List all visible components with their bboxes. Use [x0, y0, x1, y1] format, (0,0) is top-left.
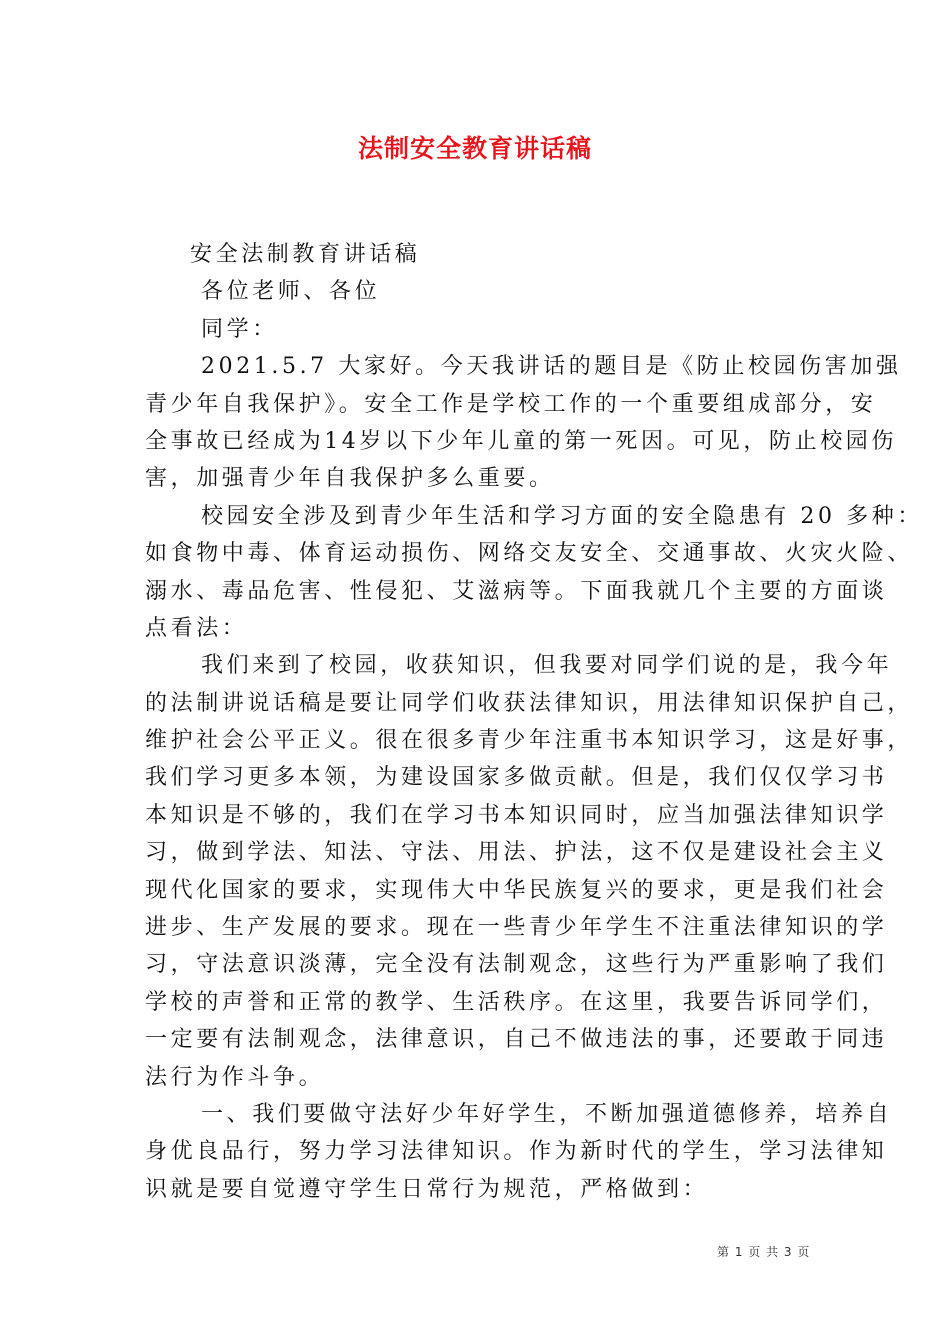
body-line: 2021.5.7 大家好。今天我讲话的题目是《防止校园伤害加强 — [201, 354, 902, 380]
body-line: 习，守法意识淡薄，完全没有法制观念，这些行为严重影响了我们 — [145, 952, 888, 978]
body-line: 点看法： — [145, 615, 248, 641]
body-line: 如食物中毒、体育运动损伤、网络交友安全、交通事故、火灾火险、 — [145, 541, 914, 567]
body-line: 本知识是不够的，我们在学习书本知识同时，应当加强法律知识学 — [145, 802, 888, 828]
body-line: 一定要有法制观念，法律意识，自己不做违法的事，还要敢于同违 — [145, 1027, 888, 1053]
body-line: 同学： — [201, 316, 278, 342]
body-line: 习，做到学法、知法、守法、用法、护法，这不仅是建设社会主义 — [145, 840, 888, 866]
body-line: 青少年自我保护》。安全工作是学校工作的一个重要组成部分，安 — [145, 391, 877, 417]
body-line: 现代化国家的要求，实现伟大中华民族复兴的要求，更是我们社会 — [145, 877, 888, 903]
body-line: 我们来到了校园，收获知识，但我要对同学们说的是，我今年 — [201, 653, 893, 679]
body-line: 进步、生产发展的要求。现在一些青少年学生不注重法律知识的学 — [145, 915, 888, 941]
body-line: 全事故已经成为14岁以下少年儿童的第一死因。可见，防止校园伤 — [145, 428, 897, 454]
body-line: 溺水、毒品危害、性侵犯、艾滋病等。下面我就几个主要的方面谈 — [145, 578, 888, 604]
body-line: 的法制讲说话稿是要让同学们收获法律知识，用法律知识保护自己， — [145, 690, 914, 716]
body-line: 学校的声誉和正常的教学、生活秩序。在这里，我要告诉同学们， — [145, 989, 888, 1015]
page-indicator: 第 1 页 共 3 页 — [717, 1245, 811, 1259]
document-body — [145, 236, 923, 1208]
body-line: 安全法制教育讲话稿 — [190, 242, 421, 267]
body-line: 各位老师、各位 — [201, 279, 381, 305]
body-line: 我们学习更多本领，为建设国家多做贡献。但是，我们仅仅学习书 — [145, 765, 888, 791]
body-line: 一、我们要做守法好少年好学生，不断加强道德修养，培养自 — [201, 1101, 893, 1127]
document-title: 法制安全教育讲话稿 — [357, 134, 592, 163]
body-line: 法行为作斗争。 — [145, 1064, 325, 1090]
body-line: 身优良品行，努力学习法律知识。作为新时代的学生，学习法律知 — [145, 1139, 888, 1165]
body-line: 害，加强青少年自我保护多么重要。 — [145, 466, 555, 492]
body-line: 维护社会公平正义。很在很多青少年注重书本知识学习，这是好事， — [145, 728, 914, 754]
body-line: 校园安全涉及到青少年生活和学习方面的安全隐患有 20 多种： — [201, 503, 923, 529]
body-line: 识就是要自觉遵守学生日常行为规范，严格做到： — [145, 1176, 709, 1202]
